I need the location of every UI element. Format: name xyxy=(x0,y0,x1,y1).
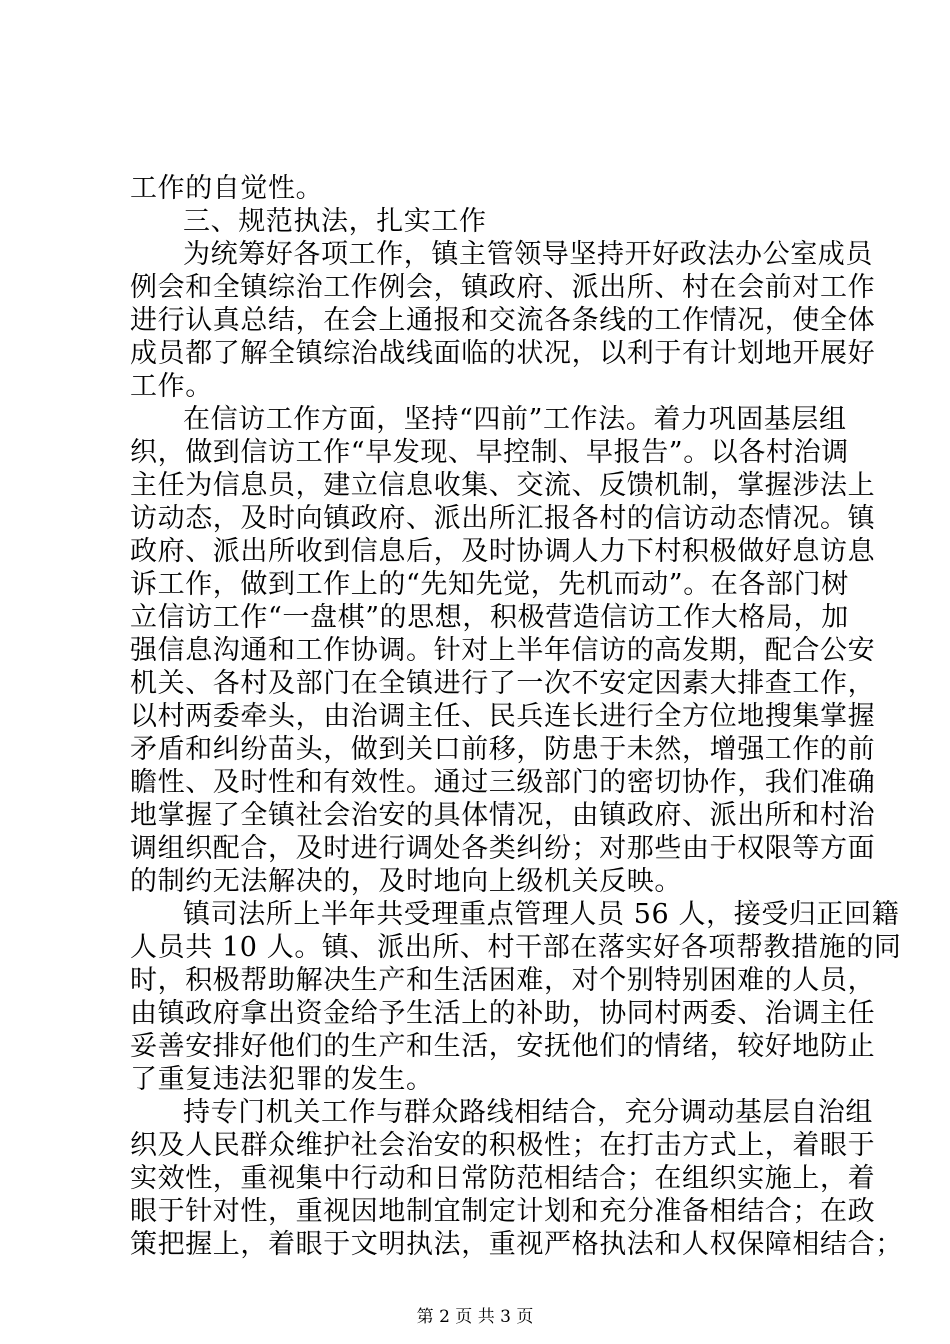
text-line: 矛盾和纠纷苗头，做到关口前移，防患于未然，增强工作的前 xyxy=(130,734,876,765)
text-line: 强信息沟通和工作协调。针对上半年信访的高发期，配合公安 xyxy=(130,635,876,666)
text-line: 主任为信息员，建立信息收集、交流、反馈机制，掌握涉法上 xyxy=(130,470,876,501)
text-line: 调组织配合，及时进行调处各类纠纷；对那些由于权限等方面 xyxy=(130,833,876,864)
text-line: 以村两委牵头，由治调主任、民兵连长进行全方位地搜集掌握 xyxy=(130,701,876,732)
text-line: 政府、派出所收到信息后，及时协调人力下村积极做好息访息 xyxy=(130,536,876,567)
text-line: 持专门机关工作与群众路线相结合，充分调动基层自治组 xyxy=(183,1097,873,1128)
text-line: 进行认真总结，在会上通报和交流各条线的工作情况，使全体 xyxy=(130,305,876,336)
text-line: 眼于针对性，重视因地制宜制定计划和充分准备相结合；在政 xyxy=(130,1196,876,1227)
text-line: 人员共 10 人。镇、派出所、村干部在落实好各项帮教措施的同 xyxy=(130,932,902,963)
text-line: 的制约无法解决的，及时地向上级机关反映。 xyxy=(130,866,682,897)
text-line: 在信访工作方面，坚持“四前”工作法。着力巩固基层组 xyxy=(183,404,847,435)
page-footer: 第 2 页 共 3 页 xyxy=(416,1307,534,1327)
text-line: 瞻性、及时性和有效性。通过三级部门的密切协作，我们准确 xyxy=(130,767,876,798)
text-line: 策把握上，着眼于文明执法，重视严格执法和人权保障相结合； xyxy=(130,1229,903,1260)
text-line: 为统筹好各项工作，镇主管领导坚持开好政法办公室成员 xyxy=(183,239,873,270)
text-line: 成员都了解全镇综治战线面临的状况，以利于有计划地开展好 xyxy=(130,338,876,369)
text-line: 地掌握了全镇社会治安的具体情况，由镇政府、派出所和村治 xyxy=(130,800,876,831)
text-line: 织及人民群众维护社会治安的积极性；在打击方式上，着眼于 xyxy=(130,1130,876,1161)
text-line: 诉工作，做到工作上的“先知先觉，先机而动”。在各部门树 xyxy=(130,569,849,600)
text-line: 实效性，重视集中行动和日常防范相结合；在组织实施上，着 xyxy=(130,1163,876,1194)
text-line: 时，积极帮助解决生产和生活困难，对个别特别困难的人员， xyxy=(130,965,876,996)
section-heading: 三、规范执法，扎实工作 xyxy=(183,206,487,237)
text-line: 妥善安排好他们的生产和生活，安抚他们的情绪，较好地防止 xyxy=(130,1031,876,1062)
text-line: 工作。 xyxy=(130,371,213,402)
text-line: 织，做到信访工作“早发现、早控制、早报告”。以各村治调 xyxy=(130,437,849,468)
text-line: 立信访工作“一盘棋”的思想，积极营造信访工作大格局，加 xyxy=(130,602,849,633)
text-line: 例会和全镇综治工作例会，镇政府、派出所、村在会前对工作 xyxy=(130,272,876,303)
text-line: 工作的自觉性。 xyxy=(130,173,324,204)
text-line: 了重复违法犯罪的发生。 xyxy=(130,1064,434,1095)
text-line: 机关、各村及部门在全镇进行了一次不安定因素大排查工作， xyxy=(130,668,876,699)
text-line: 由镇政府拿出资金给予生活上的补助，协同村两委、治调主任 xyxy=(130,998,876,1029)
text-line: 访动态，及时向镇政府、派出所汇报各村的信访动态情况。镇 xyxy=(130,503,876,534)
text-line: 镇司法所上半年共受理重点管理人员 56 人，接受归正回籍 xyxy=(183,899,900,930)
